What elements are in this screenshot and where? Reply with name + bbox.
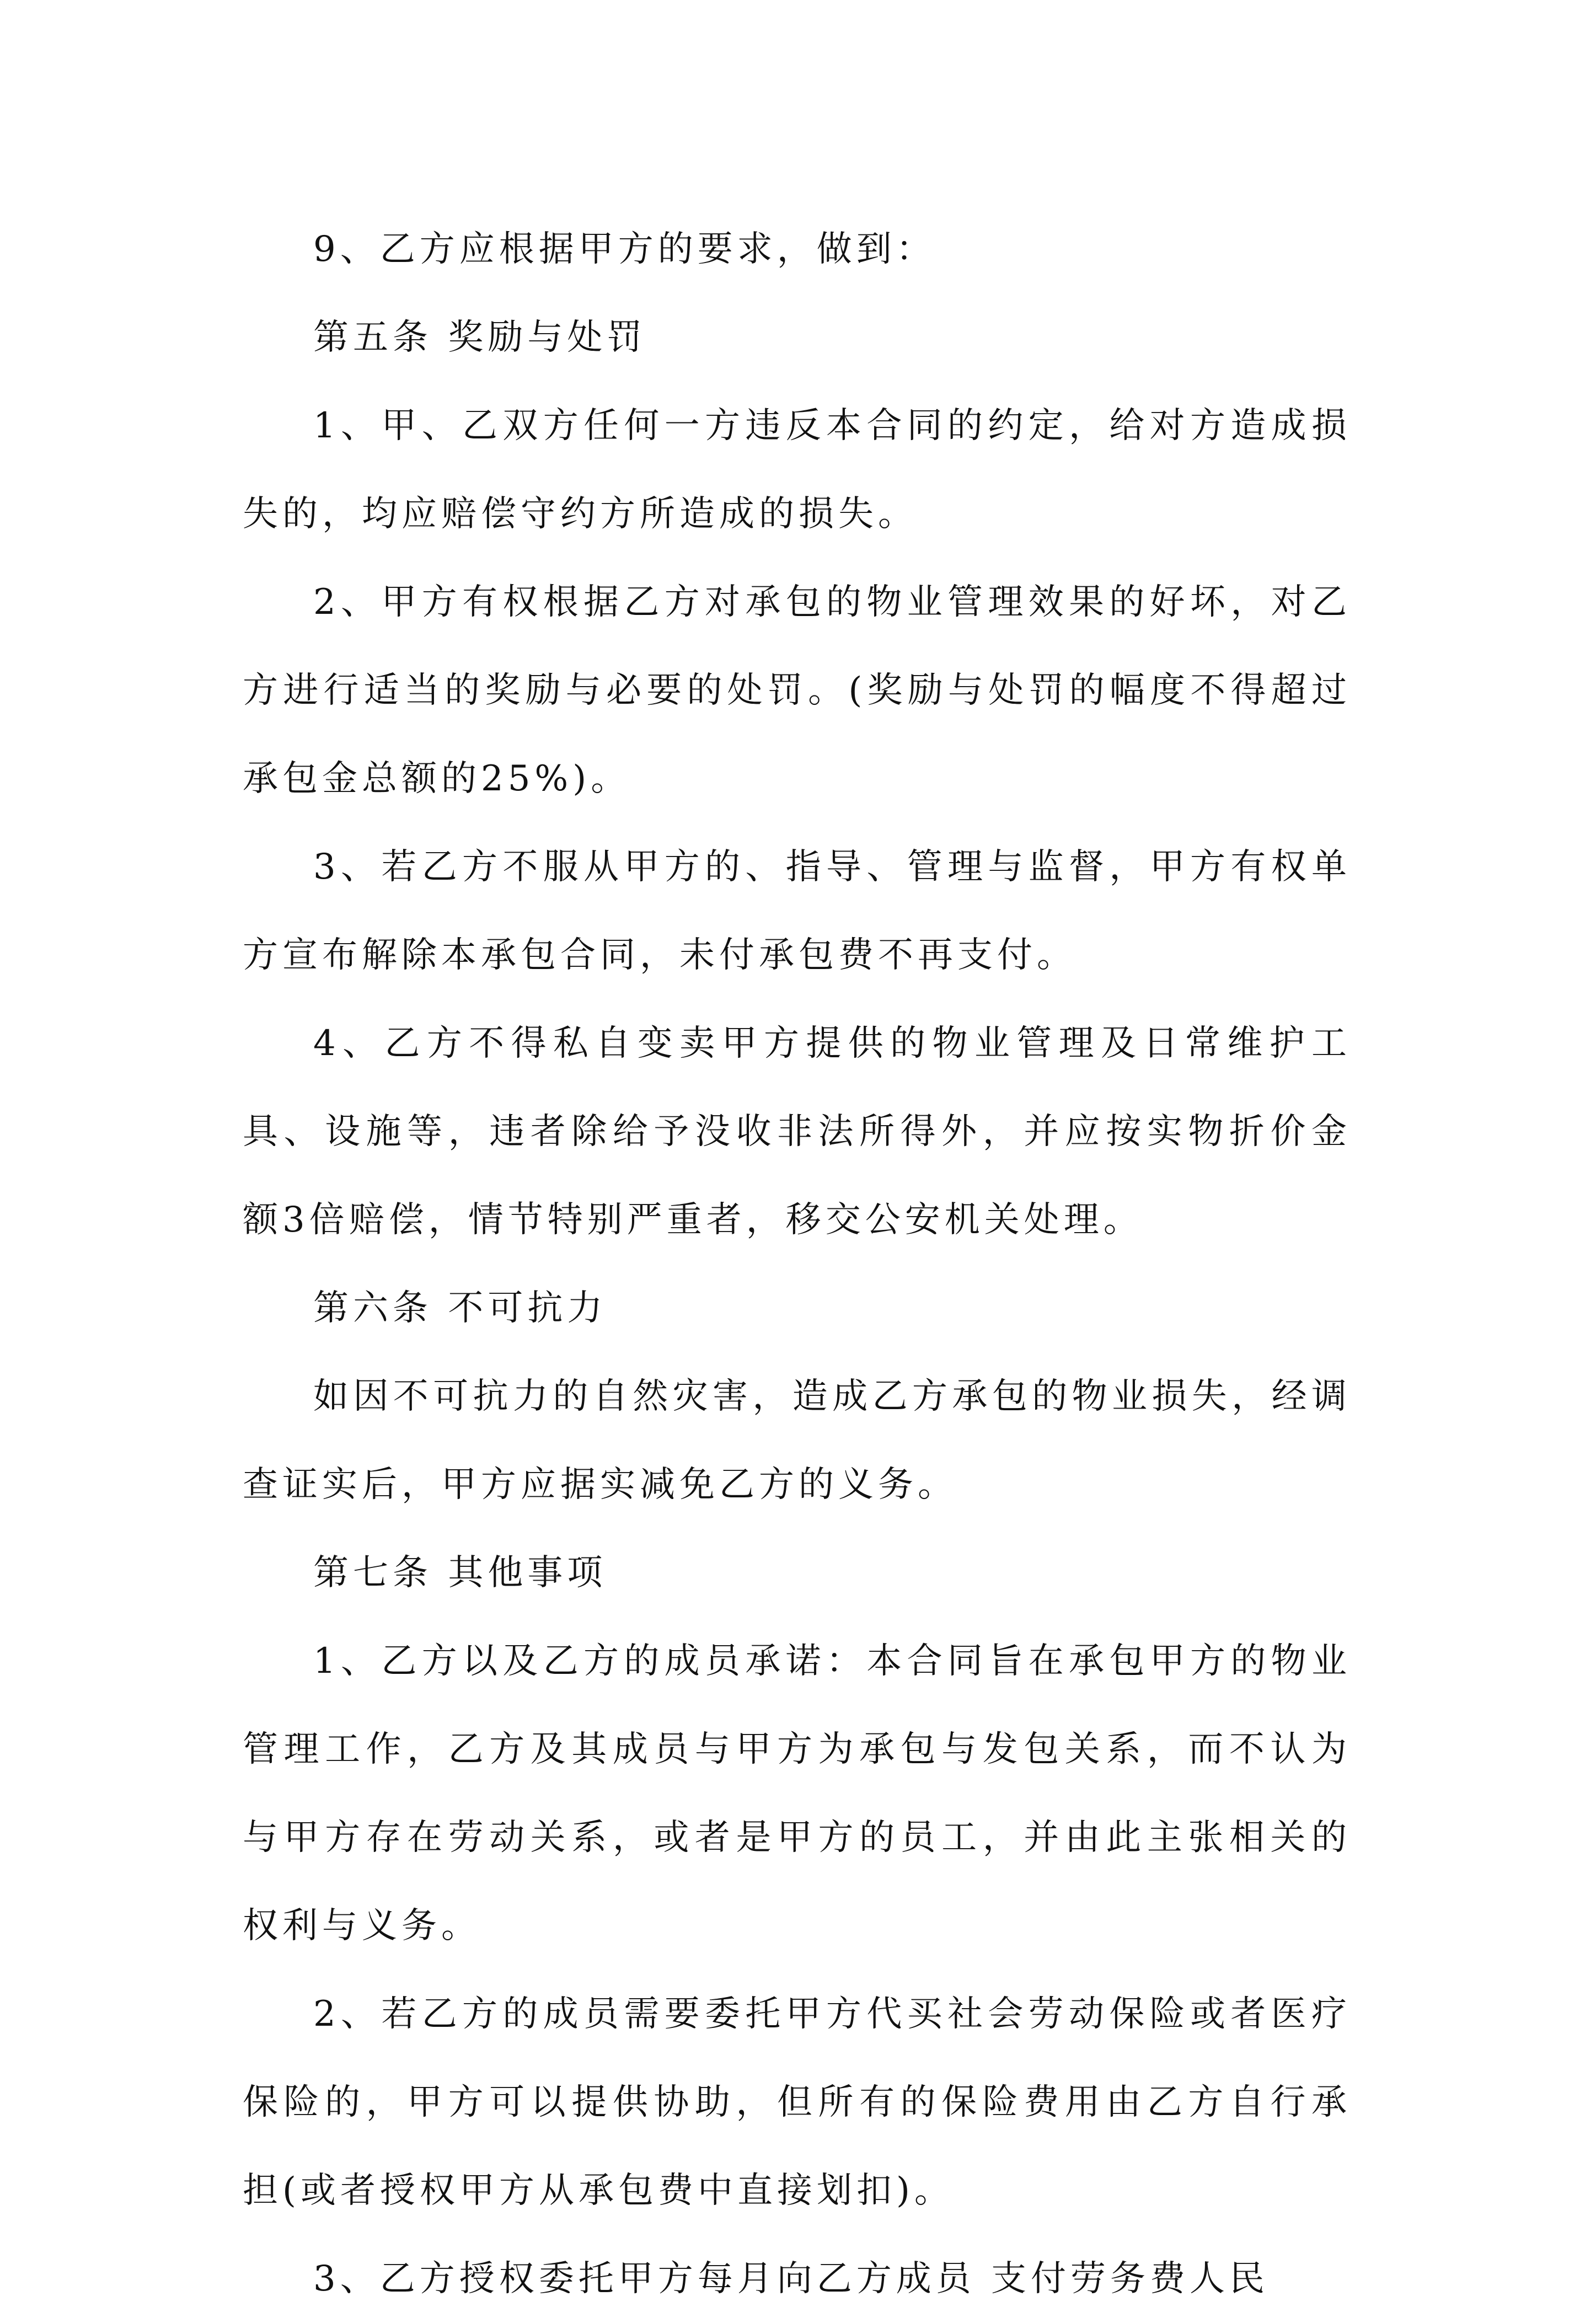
article-7-heading: 第七条 其他事项: [313, 1553, 607, 1593]
article-7-item-3: 3、乙方授权委托甲方每月向乙方成员 支付劳务费人民: [313, 2258, 1270, 2299]
article-5-item-4: 4、乙方不得私自变卖甲方提供的物业管理及日常维护工具、设施等，违者除给予没收非法所得外，并应按实物折价金额3倍赔偿，情节特别严重者，移交公安机关处理。: [243, 1023, 1351, 1240]
article-6-heading: 第六条 不可抗力: [313, 1288, 607, 1329]
article-6-text: 如因不可抗力的自然灾害，造成乙方承包的物业损失，经调查证实后，甲方应据实减免乙方的义务。: [243, 1376, 1351, 1505]
article-5-heading: 第五条 奖励与处罚: [313, 317, 647, 358]
clause-9-text: 9、乙方应根据甲方的要求，做到：: [313, 229, 936, 270]
article-7-item-1: 1、乙方以及乙方的成员承诺：本合同旨在承包甲方的物业管理工作，乙方及其成员与甲方为承包与发包关系，而不认为与甲方存在劳动关系，或者是甲方的员工，并由此主张相关的权利与义务。: [243, 1641, 1351, 1946]
article-5-item-1: 1、甲、乙双方任何一方违反本合同的约定，给对方造成损失的，均应赔偿守约方所造成的损失。: [243, 405, 1351, 534]
article-5-item-2: 2、甲方有权根据乙方对承包的物业管理效果的好坏，对乙方进行适当的奖励与必要的处罚。(奖励与处罚的幅度不得超过承包金总额的25%)。: [243, 582, 1351, 799]
article-7-item-2: 2、若乙方的成员需要委托甲方代买社会劳动保险或者医疗保险的，甲方可以提供协助，但所有的保险费用由乙方自行承担(或者授权甲方从承包费中直接划扣)。: [243, 1994, 1351, 2211]
document-body: [243, 205, 1351, 2323]
article-5-item-3: 3、若乙方不服从甲方的、指导、管理与监督，甲方有权单方宣布解除本承包合同，未付承包费不再支付。: [243, 847, 1351, 976]
